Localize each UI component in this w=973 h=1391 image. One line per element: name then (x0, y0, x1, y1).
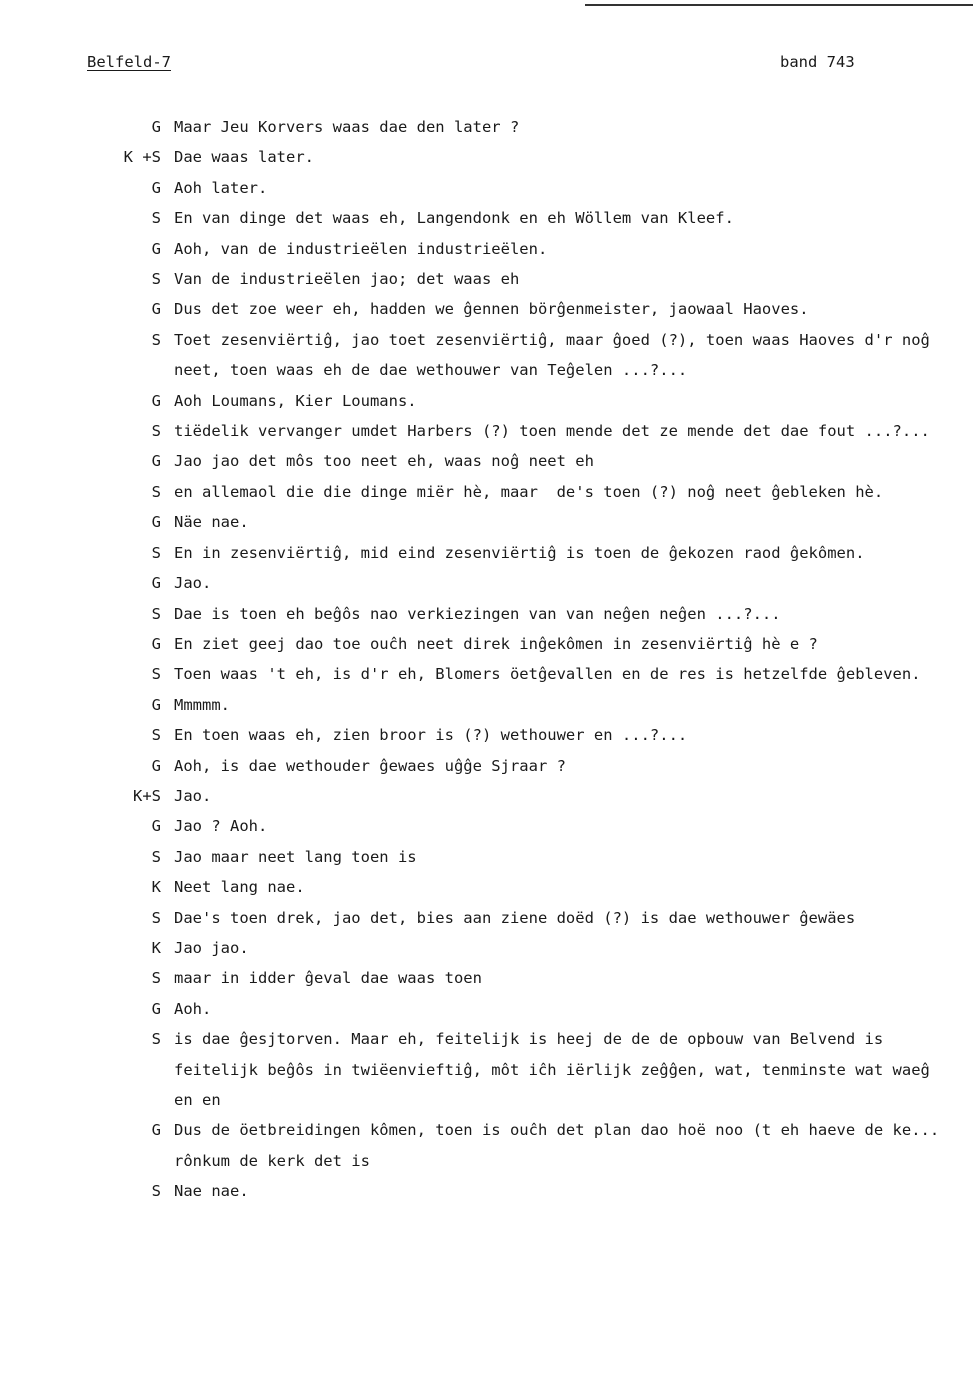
transcript-turn (0, 142, 973, 172)
utterance: Aoh Loumans, Kier Loumans. (174, 391, 417, 410)
utterance: Jao ? Aoh. (174, 817, 268, 836)
speaker-label: S (151, 270, 161, 289)
utterance: En toen waas eh, zien broor is (?) wethouwer en ...?... (174, 726, 688, 745)
utterance: Neet lang nae. (174, 878, 305, 897)
transcript-turn (0, 568, 973, 598)
transcript-turn (0, 173, 973, 203)
transcript-turn (0, 751, 973, 781)
speaker-label: K (151, 938, 161, 957)
utterance: En van dinge det waas eh, Langendonk en eh Wöllem van Kleef. (174, 209, 734, 228)
transcript-turn (0, 294, 973, 324)
transcript-turn (0, 203, 973, 233)
speaker-label: S (151, 726, 161, 745)
speaker-label: S (151, 908, 161, 927)
utterance: Jao. (174, 786, 212, 805)
speaker-label: S (151, 604, 161, 623)
utterance: Dae is toen eh beĝôs nao verkiezingen van van neĝen neĝen ...?... (174, 604, 781, 623)
transcript-turn (0, 1176, 973, 1206)
speaker-label: G (151, 239, 161, 258)
top-rule (585, 4, 973, 6)
transcript-turn (0, 629, 973, 659)
speaker-label: G (151, 118, 161, 136)
speaker-label: G (151, 1121, 161, 1140)
speaker-label: G (151, 391, 161, 410)
utterance: Jao jao det môs too neet eh, waas noĝ neet eh (174, 452, 594, 471)
utterance: en allemaol die die dinge miër hè, maar de's toen (?) noĝ neet ĝebleken hè. (174, 482, 884, 501)
speaker-label: K (151, 878, 161, 897)
utterance: Dus det zoe weer eh, hadden we ĝennen börĝenmeister, jaowaal Haoves. (174, 300, 809, 319)
utterance: Toet zesenviërtiĝ, jao toet zesenviërtiĝ, maar ĝoed (?), toen waas Haoves d'r noĝ neet, toen waas eh de dae wethouwer van Teĝelen ...?... (174, 330, 940, 380)
transcript-turn (0, 264, 973, 294)
transcript-turn (0, 416, 973, 446)
page-header-title: Belfeld-7 (87, 53, 171, 71)
page-header-tape: band 743 (780, 53, 855, 71)
transcript-turn (0, 599, 973, 629)
speaker-label: S (151, 330, 161, 349)
speaker-label: S (151, 969, 161, 988)
transcript-turn (0, 234, 973, 264)
transcript-turn (0, 842, 973, 872)
speaker-label: G (151, 634, 161, 653)
transcript-turn (0, 507, 973, 537)
transcript-turn (0, 994, 973, 1024)
utterance: En in zesenviërtiĝ, mid eind zesenviërtiĝ is toen de ĝekozen raod ĝekômen. (174, 543, 865, 562)
transcript-turn (0, 903, 973, 933)
transcript-turn (0, 690, 973, 720)
speaker-label: S (151, 665, 161, 684)
speaker-label: S (151, 482, 161, 501)
transcript-turn (0, 872, 973, 902)
speaker-label: S (151, 1030, 161, 1049)
utterance: Mmmmm. (174, 695, 230, 714)
transcript-turn (0, 659, 973, 689)
speaker-label: G (151, 574, 161, 593)
speaker-label: S (151, 422, 161, 441)
utterance: En ziet geej dao toe ouĉh neet direk inĝekômen in zesenviërtiĝ hè e ? (174, 634, 818, 653)
speaker-label: G (151, 756, 161, 775)
speaker-label: S (151, 543, 161, 562)
speaker-label: G (151, 300, 161, 319)
speaker-label: G (151, 452, 161, 471)
transcript-turn (0, 1024, 973, 1115)
utterance: Näe nae. (174, 513, 249, 532)
utterance: Aoh later. (174, 178, 268, 197)
speaker-label: K +S (123, 148, 161, 167)
utterance: Aoh. (174, 999, 212, 1018)
transcript-turn (0, 112, 973, 142)
speaker-label: G (151, 178, 161, 197)
utterance: is dae ĝesjtorven. Maar eh, feitelijk is heej de de de opbouw van Belvend is feitelijk beĝôs in twiëenvieftiĝ, môt iĉh iërlijk zeĝĝen, wat, tenminste wat waeĝ en en (174, 1030, 940, 1109)
utterance: Dae waas later. (174, 148, 314, 167)
speaker-label: G (151, 513, 161, 532)
transcript-turn (0, 933, 973, 963)
utterance: Jao jao. (174, 938, 249, 957)
speaker-label: G (151, 817, 161, 836)
transcript-turn (0, 811, 973, 841)
utterance: maar in idder ĝeval dae waas toen (174, 969, 482, 988)
utterance: Jao maar neet lang toen is (174, 847, 417, 866)
speaker-label: S (151, 209, 161, 228)
transcript-turn (0, 1115, 973, 1176)
utterance: Dae's toen drek, jao det, bies aan ziene doëd (?) is dae wethouwer ĝewäes (174, 908, 856, 927)
transcript-turn (0, 538, 973, 568)
utterance: Aoh, van de industrieëlen industrieëlen. (174, 239, 548, 258)
transcript (0, 112, 973, 1207)
speaker-label: G (151, 999, 161, 1018)
transcript-turn (0, 477, 973, 507)
utterance: Dus de öetbreidingen kômen, toen is ouĉh det plan dao hoë noo (t eh haeve de ke... rônkum de kerk det is (174, 1121, 949, 1170)
transcript-turn (0, 446, 973, 476)
utterance: Nae nae. (174, 1182, 249, 1201)
utterance: Toen waas 't eh, is d'r eh, Blomers öetĝevallen en de res is hetzelfde ĝebleven. (174, 665, 921, 684)
utterance: tiëdelik vervanger umdet Harbers (?) toen mende det ze mende det dae fout ...?... (174, 422, 930, 441)
transcript-turn (0, 963, 973, 993)
speaker-label: S (151, 847, 161, 866)
utterance: Jao. (174, 574, 212, 593)
transcript-turn (0, 720, 973, 750)
speaker-label: S (151, 1182, 161, 1201)
transcript-turn (0, 386, 973, 416)
speaker-label: K+S (133, 786, 161, 805)
transcript-turn (0, 325, 973, 386)
utterance: Van de industrieëlen jao; det waas eh (174, 270, 520, 289)
utterance: Aoh, is dae wethouder ĝewaes uĝĝe Sjraar ? (174, 756, 566, 775)
speaker-label: G (151, 695, 161, 714)
transcript-turn (0, 781, 973, 811)
utterance: Maar Jeu Korvers waas dae den later ? (174, 118, 520, 136)
